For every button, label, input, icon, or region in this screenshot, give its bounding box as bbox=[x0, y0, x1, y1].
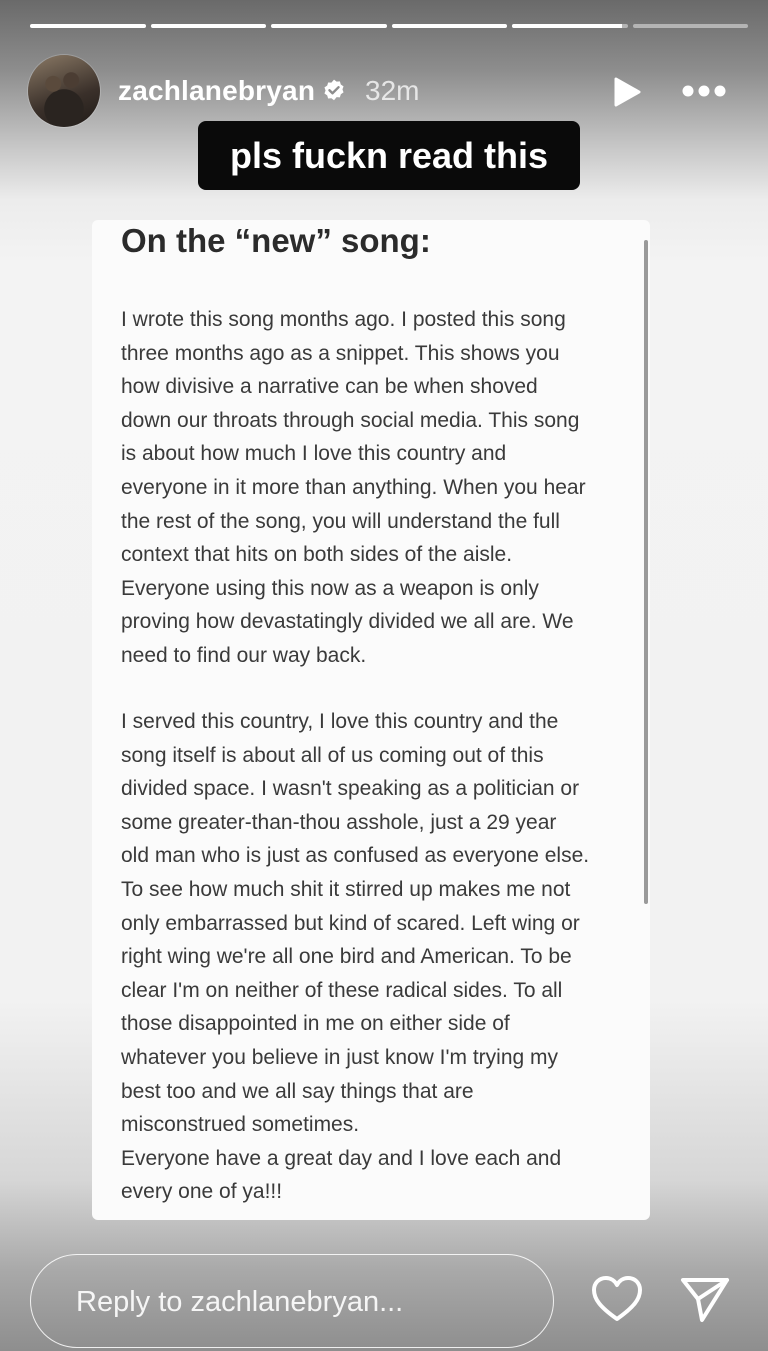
more-dots-icon[interactable] bbox=[680, 82, 728, 100]
avatar[interactable] bbox=[28, 55, 100, 127]
username[interactable]: zachlanebryan bbox=[118, 75, 316, 106]
reply-input[interactable] bbox=[30, 1254, 554, 1348]
story-progress-bar bbox=[30, 24, 748, 28]
post-time: 32m bbox=[365, 75, 420, 106]
send-icon[interactable] bbox=[678, 1272, 732, 1326]
progress-segment bbox=[151, 24, 267, 28]
verified-badge-icon bbox=[321, 78, 347, 104]
progress-segment bbox=[512, 24, 628, 28]
text-sticker: pls fuckn read this bbox=[198, 121, 580, 190]
play-icon[interactable] bbox=[610, 76, 642, 108]
note-paragraph-1: I wrote this song months ago. I posted this song three months ago as a snippet. This shows you how divisive a narrative can be when shoved down our throats through social media. This song is about how much I love this country and everyone in it more than anything. When you hear the rest of the song, you will understand the full context that hits on both sides of the aisle. Everyone using this now as a weapon is only proving how devastatingly divided we all are. We need to find our way back. bbox=[121, 308, 586, 667]
progress-segment bbox=[392, 24, 508, 28]
scrollbar bbox=[644, 240, 648, 904]
story-header bbox=[28, 55, 740, 127]
note-title: On the “new” song: bbox=[121, 222, 431, 259]
heart-icon[interactable] bbox=[590, 1274, 644, 1324]
progress-segment bbox=[30, 24, 146, 28]
progress-segment bbox=[633, 24, 749, 28]
note-paragraph-2: I served this country, I love this country and the song itself is about all of us coming out of this divided space. I wasn't speaking as a politician or some greater-than-thou asshole, just a 29 year old man who is just as confused as everyone else. To see how much shit it stirred up makes me not only embarrassed but kind of scared. Left wing or right wing we're all one bird and American. To be clear I'm on neither of these radical sides. To all those disappointed in me on either side of whatever you believe in just know I'm trying my best too and we all say things that are misconstrued sometimes. Everyone have a great day and I love each and every one of ya!!! bbox=[121, 710, 590, 1204]
reply-placeholder: Reply to zachlanebryan... bbox=[76, 1286, 404, 1318]
progress-segment bbox=[271, 24, 387, 28]
